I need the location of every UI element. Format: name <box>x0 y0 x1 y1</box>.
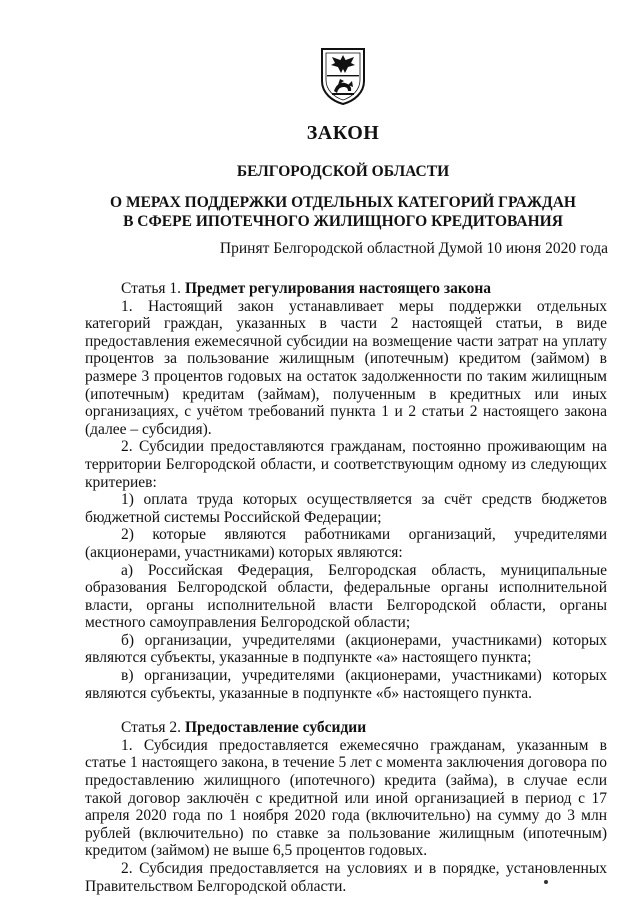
paragraph: 2. Субсидия предоставляется на условиях и в порядке, установленных Правительством Белгородской области. <box>85 860 607 895</box>
article-title: Предоставление субсидии <box>184 719 367 737</box>
paragraph: 2) которые являются работниками организаций, учредителями (акционерами, участниками) которых являются: <box>85 526 607 561</box>
law-heading-line-2: В СФЕРЕ ИПОТЕЧНОГО ЖИЛИЩНОГО КРЕДИТОВАНИЯ <box>123 213 563 230</box>
article-label: Статья 1. <box>121 280 182 297</box>
paragraph: 1. Субсидия предоставляется ежемесячно гражданам, указанным в статье 1 настоящего закона, в течение 5 лет с момента заключения договора по предоставлению жилищного (ипотечного) кредита (займа), в случае если такой договор заключён с кредитной или иной организацией в период с 17 апреля 2020 года по 1 ноября 2020 года (включительно) на сумму до 3 млн рублей (включительно) по ставке за пользование жилищным (ипотечным) кредитом (займом) не выше 6,5 процентов годовых. <box>85 736 607 860</box>
paragraph: 1. Настоящий закон устанавливает меры поддержки отдельных категорий граждан, указанных в части 2 настоящей статьи, в виде предоставления ежемесячной субсидии на возмещение части затрат на уплату процентов за пользование жилищным (ипотечным) кредитом (займом) в размере 3 процентов годовых на остаток задолженности по таким жилищным (ипотечным) кредитам (займам), полученным в кредитных или иных организациях, с учётом требований пункта 1 и 2 статьи 2 настоящего закона (далее – субсидия). <box>85 297 607 438</box>
document-title: ЗАКОН <box>306 122 380 144</box>
law-heading-line-1: О МЕРАХ ПОДДЕРЖКИ ОТДЕЛЬНЫХ КАТЕГОРИЙ ГРАЖДАН <box>110 194 576 211</box>
law-body <box>85 280 607 895</box>
article-label: Статья 2. <box>121 719 182 737</box>
paragraph: б) организации, учредителями (акционерами, участниками) которых являются субъекты, указанные в подпункте «а» настоящего пункта; <box>85 631 607 667</box>
region-name: БЕЛГОРОДСКОЙ ОБЛАСТИ <box>236 163 450 180</box>
article-title: Предмет регулирования настоящего закона <box>184 280 492 297</box>
scan-speck <box>544 880 548 884</box>
paragraph: 2. Субсидии предоставляются гражданам, постоянно проживающим на территории Белгородской области, и соответствующим одному из следующих критериев: <box>85 438 607 491</box>
law-heading <box>0 193 640 231</box>
coat-of-arms-icon <box>318 47 368 105</box>
paragraph: в) организации, учредителями (акционерами, участниками) которых являются субъекты, указанные в подпункте «б» настоящего пункта. <box>85 667 607 702</box>
paragraph: а) Российская Федерация, Белгородская область, муниципальные образования Белгородской области, федеральные органы исполнительной власти, органы исполнительной власти Белгородской области, органы местного самоуправления Белгородской области; <box>85 561 607 632</box>
paragraph: 1) оплата труда которых осуществляется за счёт средств бюджетов бюджетной системы Российской Федерации; <box>85 491 607 526</box>
article-1-heading <box>85 280 607 298</box>
adoption-note: Принят Белгородской областной Думой 10 июня 2020 года <box>219 240 608 257</box>
article-2-heading <box>85 719 607 737</box>
